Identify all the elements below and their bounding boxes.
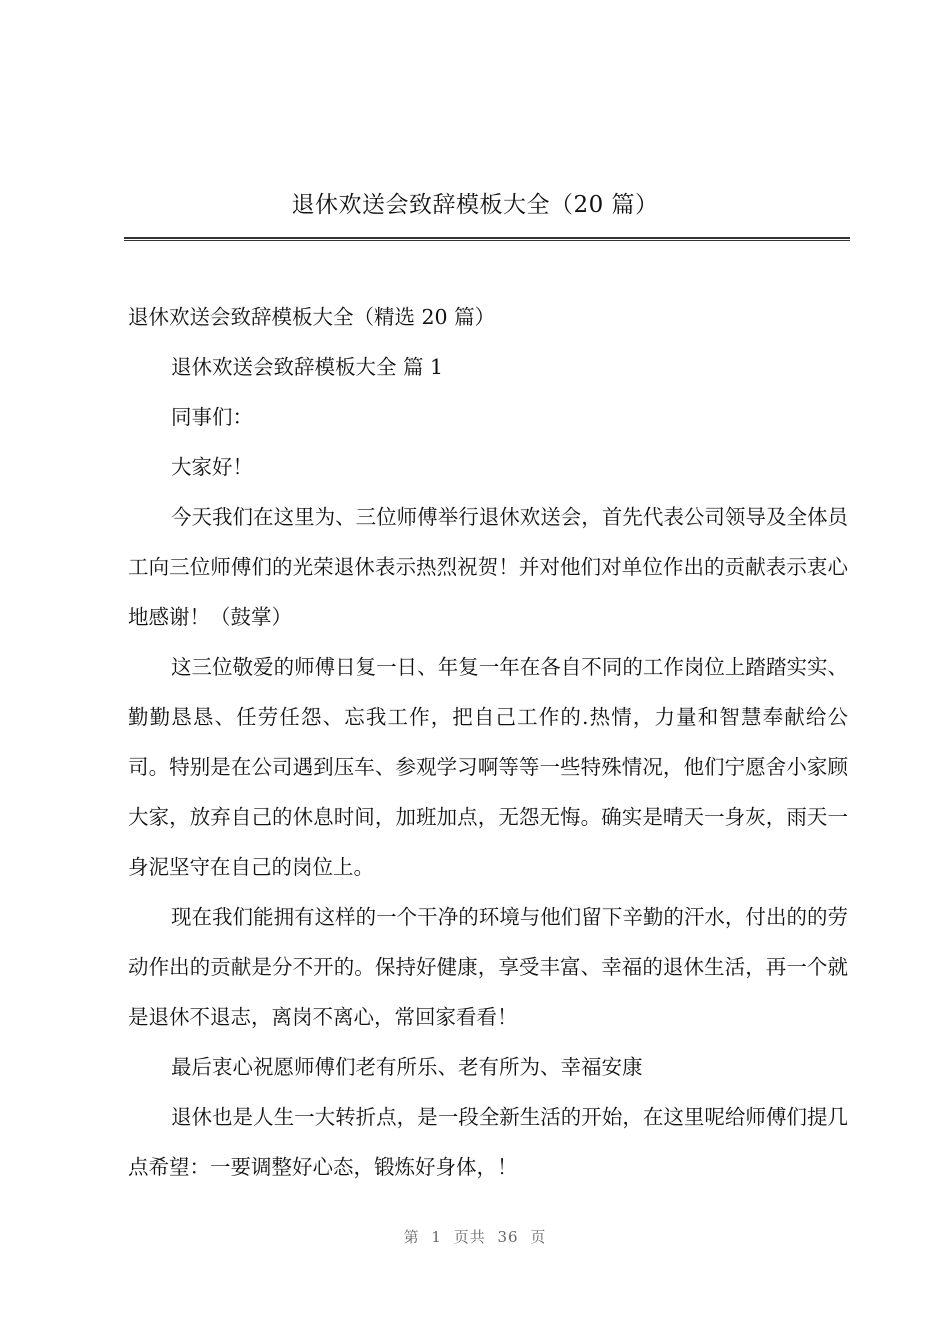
body-paragraph: 现在我们能拥有这样的一个干净的环境与他们留下辛勤的汗水，付出的的劳动作出的贡献是分不开的。保持好健康，享受丰富、幸福的退休生活，再一个就是退休不退志，离岗不离心，常回家看看！ [128, 905, 848, 1029]
section-heading: 退休欢送会致辞模板大全 篇 1 [171, 355, 444, 379]
document-body [128, 292, 848, 1192]
body-paragraph: 这三位敬爱的师傅日复一日、年复一年在各自不同的工作岗位上踏踏实实、勤勤恳恳、任劳任怨、忘我工作，把自己工作的.热情，力量和智慧奉献给公司。特别是在公司遇到压车、参观学习啊等等一些特殊情况，他们宁愿舍小家顾大家，放弃自己的休息时间，加班加点，无怨无悔。确实是晴天一身灰，雨天一身泥坚守在自己的岗位上。 [128, 655, 848, 879]
salutation: 同事们： [171, 405, 253, 429]
title-divider [124, 237, 850, 241]
greeting: 大家好！ [171, 455, 253, 479]
document-title: 退休欢送会致辞模板大全（20 篇） [291, 192, 659, 218]
page-number-footer: 第 1 页共 36 页 [403, 1228, 547, 1246]
body-paragraph: 最后衷心祝愿师傅们老有所乐、老有所为、幸福安康 [171, 1055, 643, 1079]
body-paragraph: 今天我们在这里为、三位师傅举行退休欢送会，首先代表公司领导及全体员工向三位师傅们的光荣退休表示热烈祝贺！并对他们对单位作出的贡献表示衷心地感谢！（鼓掌） [128, 505, 848, 629]
document-subtitle: 退休欢送会致辞模板大全（精选 20 篇） [128, 305, 496, 329]
body-paragraph: 退休也是人生一大转折点，是一段全新生活的开始，在这里呢给师傅们提几点希望：一要调整好心态，锻炼好身体，！ [128, 1105, 848, 1179]
